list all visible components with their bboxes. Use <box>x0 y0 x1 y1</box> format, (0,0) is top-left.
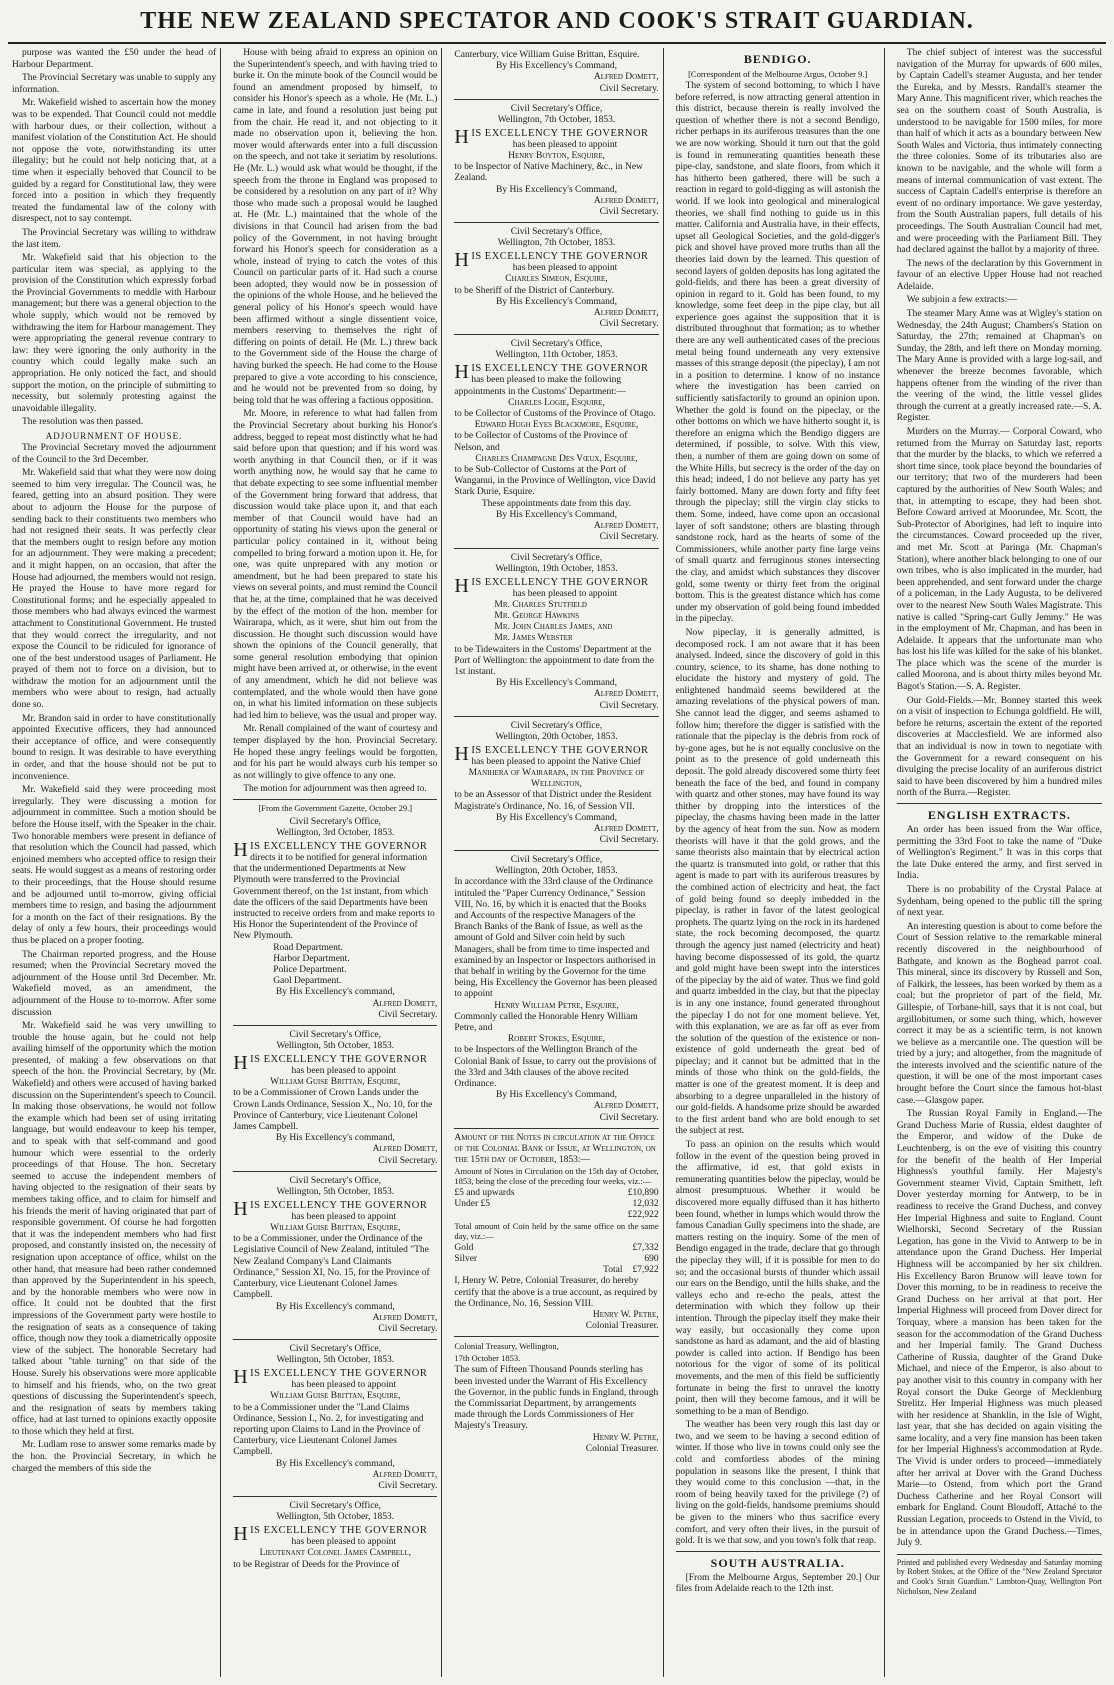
paragraph: Our Gold-Fields.—Mr. Bonney started this week on a visit of inspection to Echunga goldfield. He will, before he returns, ascertain the extent of the reported discoveries at Macclesfield. We are informed also that an individual is now in town to negotiate with the Government for a reward consequent on his divulging the precise locality of an auriferous district said to have been discovered by him a hundred miles north of the Burra.—Register. <box>896 695 1102 799</box>
notice-body: to be a Commissioner of Crown Lands under the Crown Lands Ordinance, Session X., No. 10, for the Province of Canterbury, vice Lieutenant Colonel James Campbell. <box>233 1088 433 1133</box>
paragraph: The steamer Mary Anne was at Wigley's station on Wednesday, the 24th August; Chambers's Station on Saturday, the 27th; remained at Chapman's on Sunday, the 28th, and left there on Monday morning. The Mary Anne is provided with a large log-sail, and whenever the breeze becomes favorable, which happens oftener from the winding of the river than the veering of the wind, the little vessel glides through the current at a greatly increased rate.—S. A. Register. <box>896 309 1102 424</box>
notice-list-item: Road Department. <box>273 942 343 953</box>
notice-body: to be Sheriff of the District of Canterbury. <box>454 285 615 296</box>
certification: I, Henry W. Petre, Colonial Treasurer, do hereby certify that the above is a true account, as required by the Ordinance, No. 16, Session VIII. <box>454 1276 658 1309</box>
notice-heading: HIS EXCELLENCY THE GOVERNOR <box>233 839 428 861</box>
paragraph: purpose was wanted the £50 under the head of Harbour Department. <box>12 48 217 70</box>
notice-title: Civil Secretary. <box>599 835 659 846</box>
paragraph: Mr. Moore, in reference to what had fallen from the Provincial Secretary about burking his Honor's address, begged to repeat most distinctly what he had said before upon that question; and if his word was worth anything in that Council then, or if it was worth anything now, he would say that he came to that debate expecting to see some influential member of the Government bring forward that address, that discussion would take place upon it, and that each member of that Council would have had an opportunity of stating his views upon the general or particular policy contained in it, without being compelled to bring forward a motion upon it. He, for one, was quite unprepared with any motion or amendment, but he had been prepared to state his views on several points, and must remind the Council that he, at the time, complained that he was deceived by the effect of the motion of the hon. member for Wairarapa, which, as it were, shut him out from the discussion. He thought such discussion would have shown the opinions of the Council generally, that some general resolution embodying that opinion might have been arrived at, or otherwise, in the event of any amendment, which he did not believe was contemplated, and the whole would then have gone on, in what his limited information on these subjects had led him to believe, was the usual and proper way. <box>233 409 438 721</box>
notice-heading: HIS EXCELLENCY THE GOVERNOR <box>454 361 649 384</box>
notice-signature: Alfred Domett, <box>372 1144 438 1155</box>
return-subheading: Amount of Notes in Circulation on the 15th day of October, 1853, being the close of the preceding four weeks, viz.:— <box>454 1166 659 1187</box>
notice-office: Civil Secretary's Office, <box>289 1344 382 1355</box>
notice-command: By His Excellency's Command, <box>496 678 617 689</box>
notice-signature: Alfred Domett, <box>593 308 659 319</box>
paragraph: The chief subject of interest was the successful navigation of the Murray for upwards of 600 miles, by Captain Cadell's steamer Augusta, and her tender the Eureka, and by Messrs. Randall's steamer the Mary Anne. This magnificent river, which reaches the sea on the southern coast of South Australia, is understood to be navigable for 1500 miles, for more than half of which it acts as a boundary between New South Wales and Victoria, thus intimately connecting the three colonies. Some of its tributaries also are known to be navigable, and the whole will form a means of internal communication of vast extent. The success of Captain Cadell's enterprise is therefore an event of no ordinary importance. We gave yesterday, from the South Australian papers, full details of his proceedings. The South Australian Council had met, and were proceeding with the Parliament Bill. They had declared against the ballot by a majority of three. <box>896 48 1102 256</box>
notice-command: By His Excellency's command, <box>275 987 395 998</box>
paragraph: The Provincial Secretary moved the adjournment of the Council to the 3rd December. <box>12 443 217 465</box>
notice-heading: HIS EXCELLENCY THE GOVERNOR <box>454 574 649 597</box>
notice-office: Civil Secretary's Office, <box>510 855 603 866</box>
circulation-return <box>454 1131 658 1338</box>
notice-appointee: Charles Champagne Des Vœux, Esquire, <box>475 453 638 464</box>
notice-date: Wellington, 7th October, 1853. <box>497 114 616 125</box>
notice-body: Canterbury, vice William Guise Brittan, Esquire. <box>454 50 640 60</box>
notice-command: By His Excellency's Command, <box>496 1090 617 1101</box>
columns <box>8 48 1106 1677</box>
notice-list-item: Mr. James Webster <box>494 633 573 644</box>
treasurer-title: Colonial Treasurer. <box>585 1321 659 1332</box>
notice-heading: HIS EXCELLENCY THE GOVERNOR <box>233 1366 428 1389</box>
notice-body: Commonly called the Honorable Henry William Petre, and <box>454 1011 638 1033</box>
paragraph: Mr. Wakefield said he was very unwilling to trouble the house again, but he could not help availing himself of the opportunity which the motion presented, of making a few observations on that speech of the hon. the Provincial Secretary, by (Mr. Wakefield) and others were accused of having barked discussion on the Superintendent's speech to Council. In making those observations, he would not follow the example which had been set of using irritating language, but would endeavour to keep his temper, and to speak with that self-command and good humour which were essential to the orderly proceedings of that House. The hon. Secretary seemed to accuse the independent members of having objected to the resignation of their seats by members taking office, and to claim for himself and his friends the merit of having originated that part of responsible government. Of course he had forgotten that it was the independent members who had first proposed, and constantly insisted on, the necessity of resignation upon acceptance of office, whilst on the other hand, that measure had been rather condemned than approved by the Superintendent in his speech, and by the honorable members who were now in office. It could not be doubted that the first impressions of the Government party were hostile to the resignation of seats as a consequence of taking office, though now they took a diametrically opposite view of the subject. The honorable Secretary had talked about "table turning" on that side of the House. Surely his observations were more applicable to himself and his friends, who, on the two great questions of discussing the Superintendent's speech, and the resignation of seats by members taking office, had at last turned to opinions exactly opposite to those which they held at first. <box>12 1021 217 1437</box>
article-source: [Correspondent of the Melbourne Argus, October 9.] <box>688 69 868 79</box>
notice-pleased: has been pleased to appoint <box>291 1537 396 1548</box>
notice-office: Civil Secretary's Office, <box>289 1030 382 1041</box>
notice-office: Civil Secretary's Office, <box>510 552 603 563</box>
paragraph: The resolution was then passed. <box>22 417 144 428</box>
article-title: BENDIGO. <box>743 52 812 66</box>
notice-body: to be Inspectors of the Wellington Branch of the Colonial Bank of Issue, to carry out the provisions of the 33rd and 34th clauses of the above recited Ordinance. <box>454 1045 657 1090</box>
notice-date: Wellington, 20th October, 1853. <box>495 731 618 742</box>
notice-body: to be a Commissioner under the "Land Claims Ordinance, Session I., No. 2, for investigating and reporting upon Claims to Land in the Province of Canterbury, vice Lieutenant Colonel James Campbell. <box>233 1402 424 1458</box>
paragraph: Mr. Ludlam rose to answer some remarks made by the hon. the Provincial Secretary, in which he charged the members of this side the <box>12 1440 217 1474</box>
notice-signature: Alfred Domett, <box>593 823 659 834</box>
paragraph: Mr. Wakefield said that what they were now doing seemed to him very irregular. The Council was, he feared, getting into an absurd position. They were about to adjourn the House for the purpose of sending back to their constituents two members who had not resigned their seats. It was perfectly clear that the members ought to resign before any motion for an adjournment. They were making a precedent; and it might happen, on an occasion, that after the House had adjourned, the members would not resign. He prayed the House to have more regard for Constitutional forms; and he especially appealed to those members who had always evinced the warmest attachment to Constitutional Government. He trusted that they would correct the irregularity, and not expose the Council to be ridiculed for ignorance of one of the best understood usages of Parliament. He prayed of them not to force on a division, but to withdraw the motion for an adjournment until the members who were about to resign, had actually done so. <box>12 468 217 711</box>
return-row: Under £5 12,032 <box>454 1199 659 1210</box>
notice-signature: Alfred Domett, <box>372 998 438 1009</box>
notice-title: Civil Secretary. <box>599 319 659 330</box>
notice-pleased: has been pleased to make the following appointments in the Customs' Department:— <box>454 375 627 397</box>
coin-total: Total £7,922 <box>603 1265 659 1276</box>
notice-date: Wellington, 3rd October, 1853. <box>276 828 395 838</box>
notice-command: By His Excellency's Command, <box>496 296 617 307</box>
notice-pleased: has been pleased to appoint <box>291 1066 396 1077</box>
notice-date: Wellington, 20th October, 1853. <box>495 866 618 877</box>
paragraph: [From the Melbourne Argus, September 20.] Our files from Adelaide reach to the 12th inst. <box>675 1572 880 1595</box>
column-2 <box>229 48 442 1677</box>
notice-title: Civil Secretary. <box>378 1323 438 1334</box>
notice-note: These appointments date from this day. <box>481 498 632 509</box>
treasurer-title: Colonial Treasurer. <box>585 1443 659 1454</box>
notice-list-item: Mr. Charles Stutfield <box>494 599 587 610</box>
notice-date: Wellington, 5th October, 1853. <box>276 1041 395 1052</box>
paragraph: Mr. Brandon said in order to have constitutionally appointed Executive officers, they had announced their acceptance of office, and were consequently bound to resign. It was desirable to have everything in order, and that the house should not be put to inconvenience. <box>12 713 217 782</box>
notice-command: By His Excellency's command, <box>275 1301 395 1312</box>
notice-signature: Alfred Domett, <box>593 195 659 206</box>
notice-pleased: has been pleased to appoint <box>512 139 618 150</box>
notice-command: By His Excellency's Command, <box>496 184 617 195</box>
notice-appointee: Henry William Petre, Esquire, <box>494 1000 619 1011</box>
notice-office: Civil Secretary's Office, <box>289 817 382 827</box>
notice-title: Civil Secretary. <box>378 1009 438 1020</box>
notice-office: Civil Secretary's Office, <box>510 720 603 731</box>
column-1 <box>8 48 221 1677</box>
notice-list-item: Police Department. <box>273 965 347 976</box>
gazette-notice <box>233 815 437 1026</box>
notice-office: Civil Secretary's Office, <box>510 339 603 350</box>
treasurer-signature: Henry W. Petre, <box>592 1432 659 1443</box>
notice-title: Civil Secretary. <box>378 1480 438 1491</box>
column-4 <box>672 48 885 1677</box>
notice-command: By His Excellency's command, <box>275 1133 395 1144</box>
gazette-notice <box>454 102 658 223</box>
gazette-notice <box>454 48 658 100</box>
notice-body: to be Inspector of Native Machinery, &c., in New Zealand. <box>454 162 643 184</box>
paragraph: To pass an opinion on the results which would follow in the event of the question being proved in the affirmative, id est, that gold exists in remunerating quantities below the pipeclay, would be almost presumptuous. Whether it would be discovered more equally diffused than it has hitherto been found, whether in lumps which would throw the famous Canadian Gully specimens into the shade, are matters resting on the inquiry. Some of the men of Bendigo engaged in the trade, declare that go through the pipeclay they will, if it is possible for men to do so; and the occasional bursts of thunder which assail our ears on the Bendigo, until the hills shake, and the valleys echo and re-echo the peals, attest the determination with which they follow up their intention. Through the pipeclay itself they make their way easily, but occasionally they come upon sandstone as hard as adamant, and the aid of blasting powder is called into action. If Bendigo has been notorious for the vigor of some of its political movements, and the men of this field be sufficiently fortunate in being the first to unravel the knotty point, then will they become famous, and it will be something to be a man of Bendigo. <box>675 1140 880 1417</box>
notice-title: Civil Secretary. <box>599 207 659 218</box>
paragraph: The Chairman reported progress, and the House resumed; when the Provincial Secretary moved the adjournment of the House until 3rd December. Mr. Wakefield moved, as an amendment, the adjournment of the House to to-morrow. After some discussion <box>12 949 217 1018</box>
paragraph: The system of second bottoming, to which I have before referred, is now attracting general attention in this district, because therein is really involved the question of whether there is not a second Bendigo, richer perhaps in its auriferous treasures than the one we are now working. Should it turn out that the gold is found in remunerating quantities beneath these pipe-clay, sandstone, and slate floors, from which it has hitherto been gathered, there will be such a reaction in regard to gold-digging as will astonish the world. If we look into geological and mineralogical theories, we shall find nothing to guide us in this matter. California and Australia have, in their effects, upset all Geological Societies, and the gold-digger's pick and shovel have proved more truths than all the theories laid down by the learned. This question of second layers of golden deposits has long agitated the gold-fields, and there has been a great diversity of opinion in regard to it. Gold has been found, to my knowledge, some feet deep in the pipe clay, but all experience goes against the supposition that it is distributed throughout that formation; as to whether there are any well authenticated cases of the precious metal being found underneath any very extensive masses of this strange deposit (the pipeclay), I am not in a position to determine. I know of no instance where the investigation has been carried on sufficiently satisfactorily to ground an opinion upon. Whether the gold is found on the pipeclay, or the other bottoms on which we have hitherto sought it, is therefore an enigma which the Bendigo diggers are determined, if possible, to solve. With this view, then, a number of them are going down on some of the White Hills, but secrecy is the order of the day on this head; indeed, I do not believe any party has yet fairly bottomed. Many are down forty and fifty feet through the pipeclay; still the virgin clay sticks to them. Some, indeed, have come upon an occasional layer of soft sandstone; others are blasting through sandstone rock, hard as the hearts of some of the Commissioners, while another party fine large veins of small quartz and ferruginous stones intersecting the clay, and amidst which substances they discover gold, some twenty or thirty feet from the original bottom. This is the greatest distance which has come under my observation of gold being found imbedded in the pipeclay. <box>675 81 880 625</box>
notice-office: Civil Secretary's Office, <box>510 227 603 238</box>
notice-date: Wellington, 11th October, 1853. <box>495 350 618 361</box>
paragraph: The weather has been very rough this last day or two, and we seem to be having a second edition of winter. If those who live in towns could only see the cold and comfortless abodes of the mining population in seasons like the present, I think that they would come to this conclusion —that, in the room of being heavily taxed for the privilege (?) of living on the gold-fields, handsome premiums should be given to the miners who thus sacrifice every comfort, and very often their lives, in the pursuit of gold. It is we that sow, and you town's folk that reap. <box>675 1420 880 1547</box>
notice-list-item: Mr. George Hawkins <box>494 610 580 621</box>
notice-pleased: has been pleased to appoint <box>512 588 618 599</box>
notice-body: to be Collector of Customs of the Province of Otago. <box>454 409 656 420</box>
notice-signature: Alfred Domett, <box>593 689 659 700</box>
notice-pleased: has been pleased to appoint <box>291 1211 396 1222</box>
paragraph: Mr. Renall complained of the want of courtesy and temper displayed by the hon. Provincial Secretary. He hoped these angry feelings would be forgotten, and for his part he would always curb his temper so as not willingly to give offence to any one. <box>233 724 438 781</box>
paragraph: The Russian Royal Family in England.—The Grand Duchess Marie of Russia, eldest daughter of the Emperor, and widow of the Duke de Leuchtenberg, is on the eve of visiting this country for the benefit of the health of Her Imperial Highness's youthful family. Her Majesty's Government steamer Vivid, Captain Smithett, left Dover yesterday morning for Antwerp, to be in readiness to receive the Grand Duchess, and convey Her Imperial Highness and suite to England. Count Wielhorski, Second Secretary of the Russian Legation, has gone in the Vivid to Antwerp to be in attendance upon the Grand Duchess. Her Imperial Highness will be accompanied by her six children. His Excellency Baron Brunow will leave town for Dover this morning, to be in readiness to receive the Grand Duchess on her arrival at that port. Her Imperial Highness will proceed from Dover direct for Torquay, where a mansion has been taken for the season for the accommodation of the Grand Duchess and her Imperial family. The Grand Duchess Catherine of Russia, daughter of the Grand Duke Michael, and niece of the Emperor, is also about to pay another visit to this country in company with her Royal consort the Duke George of Mecklenburg Strelitz. Her Imperial Highness was much pleased with her residence at Shanklin, in the Isle of Wight, last year, that she has decided on again visiting the same locality, and a very fine mansion has been taken for her Imperial Highness's accommodation at Ryde. The Vivid is under orders to proceed—immediately after her arrival at Dover with the Grand Duchess Marie—to Ostend, from which port the Grand Duchess Catherine and her Royal Consort will embark for England. Count Bloudoff, Attaché to the Russian Legation, proceeds to Ostend in the Vivid, to be in attendance upon the Grand Duchess.—Times, July 9. <box>896 1109 1102 1549</box>
notice-title: Civil Secretary. <box>599 532 659 543</box>
notice-date: Wellington, 7th October, 1853. <box>497 238 616 249</box>
notice-list-item: Harbor Department. <box>273 953 350 964</box>
gazette-notice <box>454 225 658 335</box>
notice-office: Civil Secretary's Office, <box>510 103 603 114</box>
notice-date: Wellington, 5th October, 1853. <box>276 1512 395 1523</box>
gazette-notice <box>233 1499 437 1575</box>
paragraph: The Provincial Secretary was willing to withdraw the last item. <box>12 227 217 250</box>
column-3 <box>450 48 663 1677</box>
notice-pleased: has been pleased to appoint the Native Chief <box>471 756 641 767</box>
return-row: £5 and upwards £10,890 <box>454 1188 659 1199</box>
notice-appointee: Robert Stokes, Esquire, <box>507 1034 606 1045</box>
notice-heading: HIS EXCELLENCY THE GOVERNOR <box>454 742 649 765</box>
imprint: Printed and published every Wednesday and Saturday morning by Robert Stokes, at the Office of the "New Zealand Spectator and Cook's Strait Guardian." Lambton-Quay, Wellington Port Nicholson, New Zealand <box>897 1554 1102 1596</box>
paragraph: The Provincial Secretary was unable to supply any information. <box>12 73 217 95</box>
notice-signature: Alfred Domett, <box>593 521 659 532</box>
notice-heading: HIS EXCELLENCY THE GOVERNOR <box>454 125 649 148</box>
notice-body: to be a Commissioner, under the Ordinance of the Legislative Council of New Zealand, intituled "The New Zealand Company's Land Claimants Ordinance," Session XI, No. 15, for the Province of Canterbury, vice Lieutenant Colonel James Campbell. <box>233 1234 430 1301</box>
gazette-notice <box>454 551 658 717</box>
notice-body: to be Tidewaiters in the Customs' Department at the Port of Wellington: the appointment to date from the 1st instant. <box>454 644 654 677</box>
gazette-notice <box>454 853 658 1128</box>
treasury-notice <box>454 1339 658 1459</box>
notice-appointee: Henry Boyton, Esquire, <box>508 151 605 162</box>
return-heading: Amount of the Notes in circulation at the Office of the Colonial Bank of Issue, at Wellington, on the 15th day of October, 1853:— <box>454 1132 656 1166</box>
paragraph: Mr. Wakefield said they were proceeding most irregularly. They were discussing a motion for adjournment in committee. Such a motion should be before the House itself, with the Speaker in the chair. Two honorable members were present in defiance of that resolution which the Council had passed, which enjoined members who accepted office to resign their seats. He would suggest as a means of restoring order to their proceedings, that the House should resume and be adjourned until to-morrow, giving official members time to resign, and basing the adjournment for a month on the fact of their resignations. By the delay of only a few hours, their proceedings would thus be placed on a proper footing. <box>12 785 217 946</box>
section-heading: ADJOURNMENT OF HOUSE. <box>45 431 183 441</box>
notice-heading: HIS EXCELLENCY THE GOVERNOR <box>233 1197 428 1220</box>
paragraph: We subjoin a few extracts:— <box>906 295 1017 306</box>
notice-body: to be an Assessor of that District under the Resident Magistrate's Ordinance, No. 16, of Session VII. <box>454 790 652 812</box>
notice-appointee: William Guise Brittan, Esquire, <box>270 1077 401 1088</box>
paragraph: House with being afraid to express an opinion on the Superintendent's speech, and with having tried to burke it. On the minute book of the Council would be found an amendment proposed by himself, to consider his Honor's speech as a whole. He (Mr. L.) came in late, and found a resolution just being put from the chair. He read it, and not objecting to it made no observation upon it, believing the hon. mover would afterwards enter into a full discussion on the speech, and not take it seriatim by resolutions. He (Mr. L.) would ask what would be thought, if the speech from the throne in England was proposed to be considered by a resolution on any part of it? Why those who made such a proposal would be laughed at. He (Mr. L.) maintained that the whole of the divisions in that Council had arisen from the bad policy of the Government, in not having brought forward his Honor's speech for consideration as a whole, instead of trying to catch the votes of this Council on particular parts of it. Had such a course been adopted, they would now be in possession of the opinions of the whole House, and he believed the general policy of his Honor's speech would have been affirmed without a single dissentient voice, members reserving to themselves the right of differing on points of detail. He (Mr. L.) threw back to the Government side of the House the charge of having burked the speech. He had come to the House prepared to give a vote according to his conscience, and he would not be prevented from so doing, by being told that he was offering a factious opposition. <box>233 48 438 406</box>
divider <box>233 799 437 800</box>
notice-heading: HIS EXCELLENCY THE GOVERNOR <box>454 249 649 272</box>
notice-title: Civil Secretary. <box>599 1112 659 1123</box>
masthead-title: THE NEW ZEALAND SPECTATOR AND COOK'S STRAIT GUARDIAN. <box>8 0 1106 44</box>
notice-office: Civil Secretary's Office, <box>289 1501 382 1512</box>
notice-appointee: William Guise Brittan, Esquire, <box>270 1391 401 1402</box>
notice-body: directs it to be notified for general information that the undermentioned Departments at New Plymouth were transferred to the Provincial Government thereof, on the 1st instant, from which date the officers of the said Departments have been instructed to receive orders from and make reports to His Honor the Superintendent of the Province of New Plymouth. <box>233 853 435 942</box>
notice-title: Civil Secretary. <box>599 83 659 94</box>
notice-heading: HIS EXCELLENCY THE GOVERNOR <box>233 1052 428 1075</box>
notice-body: The sum of Fifteen Thousand Pounds sterling has been invested under the Warrant of His Excellency the Governor, in the public funds in England, through the Commissariat Department, by arrangements made through the Lords Commissioners of Her Majesty's Treasury. <box>454 1365 659 1432</box>
notice-date: 17th October 1853. <box>454 1353 521 1364</box>
notice-appointee: Charles Logie, Esquire, <box>508 397 605 408</box>
notice-body: to be Collector of Customs of the Province of Nelson, and <box>454 431 628 453</box>
notice-office: Civil Secretary's Office, <box>289 1175 382 1186</box>
column-5 <box>893 48 1106 1677</box>
article-title: ENGLISH EXTRACTS. <box>927 808 1071 822</box>
notice-command: By His Excellency's Command, <box>496 509 617 520</box>
notice-list-item: Mr. John Charles James, and <box>494 622 613 633</box>
notice-pleased: has been pleased to appoint <box>291 1380 396 1391</box>
paragraph: The news of the declaration by this Government in favour of an elective Upper House had not reached Adelaide. <box>896 258 1102 292</box>
article-title: SOUTH AUSTRALIA. <box>710 1555 845 1570</box>
notice-appointee: Lieutenant Colonel James Campbell, <box>259 1548 412 1559</box>
treasurer-signature: Henry W. Petre, <box>592 1310 659 1321</box>
notice-command: By His Excellency's Command, <box>496 61 617 72</box>
return-total: £22,922 <box>627 1210 659 1221</box>
coin-heading: Total amount of Coin held by the same office on the same day, viz.:— <box>454 1221 659 1242</box>
notice-body: to be Sub-Collector of Customs at the Port of Wanganui, in the Province of Wellington, vice David Stark Durie, Esquire. <box>454 465 656 498</box>
notice-appointee: William Guise Brittan, Esquire, <box>270 1223 401 1234</box>
notice-appointee: Manihera of Wairarapa, in the Province of Wellington, <box>468 767 645 790</box>
notice-title: Civil Secretary. <box>378 1155 438 1166</box>
notice-body: In accordance with the 33rd clause of the Ordinance intituled the "Paper Currency Ordinance," Session VIII, No. 16, by which it is enacted that the Books and Accounts of the respective Managers of the Branch Banks of the Bank of Issue, as well as the amount of Gold and Silver coin held by such Managers, shall be from time to time inspected and examined by an Inspector or Inspectors authorised in that behalf in writing by the Governor for the time being, His Excellency the Governor has been pleased to appoint <box>454 877 657 1000</box>
coin-row: Gold £7,332 <box>454 1243 659 1254</box>
notice-appointee: Charles Simeon, Esquire, <box>505 274 608 285</box>
notice-signature: Alfred Domett, <box>372 1312 438 1323</box>
gazette-notice <box>233 1174 437 1340</box>
gazette-notice <box>233 1342 437 1497</box>
paragraph: Murders on the Murray.— Corporal Coward, who returned from the Murray on Saturday last, reports that the murder by the blacks, to which we referred a short time since, took place beyond the boundaries of our territory; that two of the murderers had been captured by the authorities of New South Wales; and that, in attempting to escape, they had been shot. Before Coward arrived at Moorundee, Mr. Scott, the Sub-Protector of Aborigines, had left to inquire into the circumstances. Coward proceeded up the river, and met Mr. Scott at Paringa (Mr. Chapman's Station), where another black belonging to one of our own tribes, who is also implicated in the murder, had been apprehended, and sent forward under the charge of a policeman, in the Lady Augusta, to be delivered over to the nearest New South Wales Magistrate. This native is called "Spring-cart Gully Jemmy." He was in the employment of Mr. Chapman, and has been in Adelaide. It appears that the unfortunate man who has lost his life was killed for the sake of his blanket. The place which was the scene of the murder is called Moorona, and is about thirty miles beyond Mr. Bagot's Station.—S. A. Register. <box>896 427 1102 693</box>
gazette-notice <box>454 719 658 852</box>
divider <box>676 1551 880 1552</box>
notice-pleased: has been pleased to appoint <box>512 263 618 274</box>
gazette-notice <box>233 1028 437 1172</box>
notice-heading: HIS EXCELLENCY THE GOVERNOR <box>233 1523 428 1546</box>
notice-body: to be Registrar of Deeds for the Province of <box>233 1559 400 1570</box>
notice-date: Wellington, 5th October, 1853. <box>276 1355 395 1366</box>
notice-appointee: Edward Hugh Eyes Blackmore, Esquire, <box>474 420 639 431</box>
notice-command: By His Excellency's Command, <box>496 812 617 823</box>
notice-date: Wellington, 19th October, 1853. <box>495 563 618 574</box>
paragraph: Now pipeclay, it is generally admitted, is decomposed rock. I am not aware that it has been analysed. Indeed, since the discovery of gold in this country, science, to its shame, has done nothing to elucidate the history and mystery of gold. The enlightened handmaid seems bewildered at the amazing revelations of the physical powers of man. She cannot lead the digger, and seems ashamed to follow him; therefore the digger is satisfied with the rationale that the pipeclay is the debris from rock of by-gone ages, but he is not equally conclusive on the point as to the presence of gold underneath this deposit. The gold already discovered some thirty feet beneath the face of the bed, and found in company with quartz and other stones, may have found its way thither by dropping into the interstices of the pipeclay, the chasms having been made in the latter by the agency of heat from the sun. Now as modern theorists will have it that the gold grows, and the same theorists also maintain that by electrical action the quartz is transmuted into gold, or rather that this agent is made to part with its auriferous treasures by the combined action of electricity and heat, the fact of gold being found so deeply imbedded in the pipeclay, is rather in favor of the latest geological prophets. The quartz lying on the rock in its hardened state, the rock becoming decomposed, the quartz through the agency just named (electricity and heat) having become dispossessed of its gold, the quartz and gold might have been swept into the interstices of the pipeclay by the aid of water. Thus we find gold and quartz imbedded in the clay, but that the pipeclay is in any one instance, found generated throughout the pipeclay I do not for one moment believe. Yet, with this explanation, we are as far off as ever from the solution of the question of the existence or non-existence of gold underneath the great bed of pipeclay; and it cannot but be admitted that in the minds of those who think on the gold-fields, the matter is one of the greatest moment. It is deep and absorbing to a degree unparalleled in the history of our gold-fields. A handsome prize should be awarded to the first ardent band who are bold enough to set the subject at rest. <box>675 627 880 1137</box>
divider <box>897 803 1102 804</box>
notice-list-item: Gaol Department. <box>273 976 342 987</box>
notice-office: Colonial Treasury, Wellington, <box>454 1341 559 1352</box>
notice-signature: Alfred Domett, <box>372 1469 438 1480</box>
paragraph: There is no probability of the Crystal Palace at Sydenham, being opened to the public till the spring of next year. <box>896 884 1102 919</box>
notice-title: Civil Secretary. <box>599 700 659 711</box>
paragraph: Mr. Wakefield said that his objection to the particular item was special, as applying to the provision of the Constitution which expressly forbad the Provincial Governments to meddle with Harbour management; but there was a general objection to the whole supply, which would not be removed by withdrawing the item for Harbour management. They were appropriating the general revenue contrary to law: they were ignoring the only authority in the country which could legally make such an appropriation. He only noticed the fact, and should support the motion, on the principle of submitting to necessity, but solemnly protesting against the unavoidable illegality. <box>12 253 217 414</box>
notice-command: By His Excellency's command, <box>275 1458 395 1469</box>
paragraph: The motion for adjournment was then agreed to. <box>243 784 427 795</box>
gazette-source: [From the Government Gazette, October 29.] <box>258 803 413 813</box>
notice-signature: Alfred Domett, <box>593 1101 659 1112</box>
paragraph: An interesting question is about to come before the Court of Session relative to the remarkable mineral recently discovered in the neighbourhood of Bathgate, and known as the Boghead parrot coal. This mineral, since its discovery by Russell and Son, of Falkirk, the lessees, has been worked by them as a coal; but the proprietor of part of the field, Mr. Gillespie, of Torbane-hill, says that it is not coal, but argillobitumen, or some such thing, which, however correct it may be as a scientific term, is not known we believe as a mercantile one. The question will be tried by a jury; and altogether, from the magnitude of the interests involved and the scientific nature of the question, it will be one of the most important cases brought before the Court since the famous hot-blast case.—Glasgow paper. <box>896 921 1102 1106</box>
coin-row: Silver 690 <box>454 1254 659 1265</box>
gazette-notice <box>454 337 658 548</box>
notice-signature: Alfred Domett, <box>593 72 659 83</box>
notice-date: Wellington, 5th October, 1853. <box>276 1186 395 1197</box>
paragraph: Mr. Wakefield wished to ascertain how the money was to be expended. That Council could not meddle with harbour dues, or their collection, without a manifest violation of the Constitution Act. He should not oppose the vote, notwithstanding its utter illegality; but he could not help noticing that, at a time when it especially behoved that Council to be guided by a regard for Constitutional law, they were forced into a position in which they frequently treated the fundamental law of the colony with disrespect, not to say contempt. <box>12 98 217 225</box>
paragraph: An order has been issued from the War office, permitting the 33rd Foot to take the name of "Duke of Wellington's Regiment." It was in this corps that the late Duke entered the army, and first served in India. <box>896 825 1102 882</box>
